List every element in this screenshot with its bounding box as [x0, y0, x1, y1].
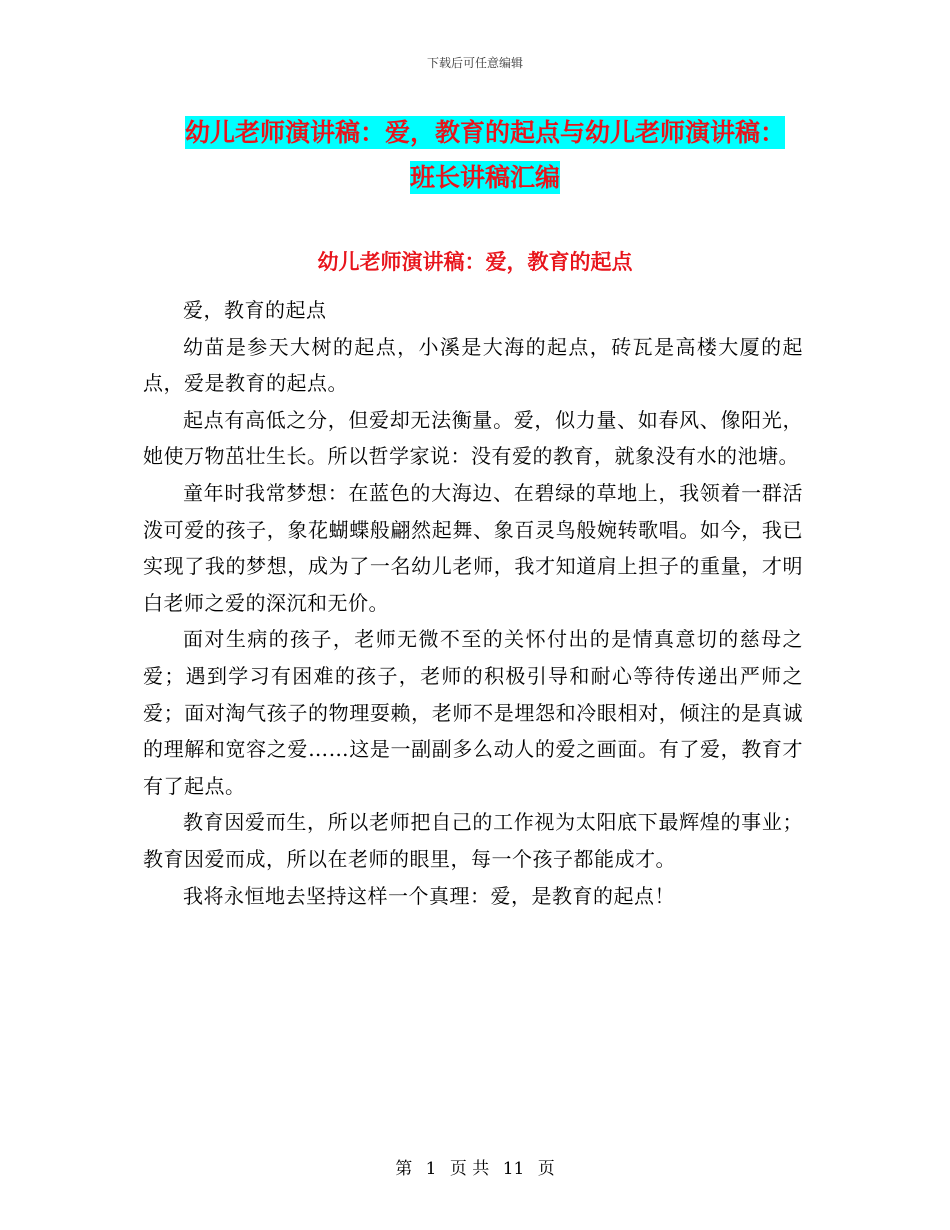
footer-prefix: 第	[395, 1159, 413, 1179]
main-title	[140, 110, 830, 200]
footer-suffix: 页	[537, 1159, 555, 1179]
paragraph: 童年时我常梦想：在蓝色的大海边、在碧绿的草地上，我领着一群活泼可爱的孩子，象花蝴蝶般翩然起舞、象百灵鸟般婉转歌唱。如今，我已实现了我的梦想，成为了一名幼儿老师，我才知道肩上担子的重量，才明白老师之爱的深沉和无价。	[143, 480, 803, 615]
paragraph: 幼苗是参天大树的起点，小溪是大海的起点，砖瓦是高楼大厦的起点，爱是教育的起点。	[143, 334, 803, 396]
paragraph: 面对生病的孩子，老师无微不至的关怀付出的是情真意切的慈母之爱；遇到学习有困难的孩子，老师的积极引导和耐心等待传递出严师之爱；面对淘气孩子的物理耍赖，老师不是埋怨和冷眼相对，倾注的是真诚的理解和宽容之爱……这是一副副多么动人的爱之画面。有了爱，教育才有了起点。	[143, 627, 803, 798]
footer-page-number: 1	[425, 1159, 437, 1179]
paragraph: 我将永恒地去坚持这样一个真理：爱，是教育的起点！	[183, 883, 675, 908]
page-footer	[0, 1154, 950, 1179]
footer-total-pages: 11	[502, 1159, 525, 1179]
header-note: 下载后可任意编辑	[426, 56, 523, 70]
body-text	[143, 292, 803, 914]
paragraph: 教育因爱而生，所以老师把自己的工作视为太阳底下最辉煌的事业；教育因爱而成，所以在老师的眼里，每一个孩子都能成才。	[143, 810, 803, 871]
section-title: 幼儿老师演讲稿：爱，教育的起点	[317, 250, 633, 274]
paragraph: 爱，教育的起点	[183, 298, 327, 322]
paragraph: 起点有高低之分，但爱却无法衡量。爱，似力量、如春风、像阳光，她使万物茁壮生长。所以哲学家说：没有爱的教育，就象没有水的池塘。	[143, 407, 803, 469]
main-title-line-1: 幼儿老师演讲稿：爱，教育的起点与幼儿老师演讲稿：	[184, 118, 785, 147]
footer-middle: 页 共	[449, 1159, 490, 1179]
main-title-line-2: 班长讲稿汇编	[409, 163, 560, 192]
